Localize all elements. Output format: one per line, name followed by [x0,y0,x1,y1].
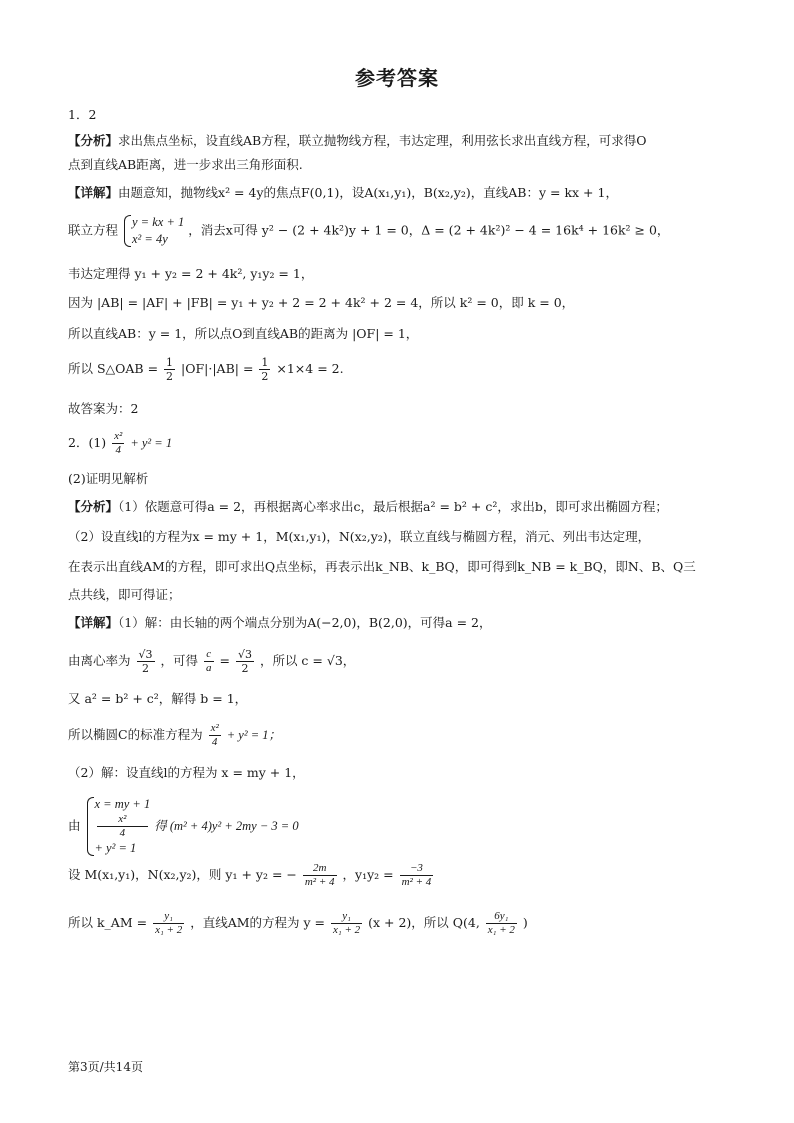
q2-analysis-line-1 [68,498,668,516]
q2-set-mid: ，y₁y₂ = [342,867,394,882]
q1-analysis-text: 求出焦点坐标，设直线AB方程，联立抛物线方程，韦达定理，利用弦长求出直线方程，可求得O [118,133,647,148]
q2-analysis-line-3: 在表示出直线AM的方程，即可求出Q点坐标，再表示出k_NB、k_BQ，即可得到k_NB = k_BQ，即N、B、Q三 [68,559,696,574]
am-slope-fraction: $\frac{\text{y₁}}{\text{x₁ + 2}}$ [332,910,361,936]
analysis-tag: 【分析】 [68,499,119,514]
q2-detail-line-2: （2）解：设直线l的方程为 x = my + 1， [68,765,305,780]
q2-heading-suffix: + y² = 1 [130,436,173,450]
q1-detail-line-1 [68,184,618,202]
half-fraction-2: $\frac{1}{2}$ [261,356,269,383]
q2-equation-system [85,796,151,857]
q1-system-suffix: ，消去x可得 y² − (2 + 4k²)y + 1 = 0，Δ = (2 + 4k²)² − 4 = 16k⁴ + 16k² ≥ 0， [188,222,670,238]
q2-kam-prefix: 所以 k_AM = [68,915,148,930]
ellipse-fraction: $\frac{\text{x²}}{4}$ [114,430,123,456]
page-title: 参考答案 [355,66,439,90]
q2-kam-mid2: (x + 2)，所以 Q(4, [368,915,480,930]
q2-system-prefix: 由 [68,818,81,833]
q1-system-prefix: 联立方程 [68,222,119,238]
q1-area-mid: |OF|·|AB| = [181,361,258,376]
q2-part2-answer: (2)证明见解析 [68,471,149,486]
q1-distance-line: 所以直线AB：y = 1，所以点O到直线AB的距离为 |OF| = 1， [68,326,419,341]
analysis-tag: 【分析】 [68,133,119,148]
q2-analysis-text-1: （1）依题意可得a = 2，再根据离心率求出c，最后根据a² = b² + c²，求出b，即可求出椭圆方程； [118,499,668,514]
q2-vieta-line [68,862,435,889]
q2-system-result: 得 (m² + 4)y² + 2my − 3 = 0 [154,819,299,833]
page-footer: 第3页/共14页 [68,1060,143,1074]
q2-b-line: 又 a² = b² + c²，解得 b = 1， [68,691,248,706]
q2-heading-prefix: 2．(1) [68,435,107,450]
c-over-a-fraction: $\frac{c}{a}$ [206,648,212,674]
q2-kam-line [68,910,528,937]
q1-equation-system [122,214,184,248]
q2-set-prefix: 设 M(x₁,y₁)，N(x₂,y₂)，则 y₁ + y₂ = − [68,867,297,882]
detail-tag: 【详解】 [68,185,119,200]
q2-eccentricity-line: 由离心率为 $\frac{√3}{2}$ ，可得 $\frac{c}{a}$ = $\frac{√3}{2}$ ，所以 c = √3， [68,648,356,675]
q2-q-close: ) [522,915,528,930]
q1-area-suffix: ×1×4 = 2. [276,361,344,376]
q1-system-eq-2: x² = 4y [132,232,168,246]
q2-system-eq-1: x = my + 1 [94,797,151,811]
ecc-fraction: $\frac{√3}{2}$ [138,648,153,675]
q1-answer: 故答案为：2 [68,401,139,416]
kam-fraction: $\frac{\text{y₁}}{\text{x₁ + 2}}$ [155,910,183,936]
q2-std-prefix: 所以椭圆C的标准方程为 [68,727,203,742]
q2-ecc-mid: ，可得 [160,653,199,668]
q1-system-eq-1: y = kx + 1 [132,215,185,229]
q1-detail-text: 由题意知，抛物线x² = 4y的焦点F(0,1)，设A(x₁,y₁)，B(x₂,y₂)，直线AB：y = kx + 1， [118,185,618,200]
q2-standard-eq-line [68,722,281,749]
ellipse-fraction-2: $\frac{\text{x²}}{4}$ [210,722,219,748]
half-fraction: $\frac{1}{2}$ [166,356,174,383]
q2-analysis-line-2: （2）设直线l的方程为x = my + 1，M(x₁,y₁)，N(x₂,y₂)，联立直线与椭圆方程，消元、列出韦达定理， [68,529,651,544]
q-y-fraction: $\frac{\text{6y₁}}{\text{x₁ + 2}}$ [487,910,515,936]
q2-ecc-suffix: ，所以 c = √3， [259,653,356,668]
q2-ecc-prefix: 由离心率为 [68,653,131,668]
ecc-fraction-2: $\frac{√3}{2}$ [237,648,252,675]
q2-heading [68,430,172,457]
q1-analysis-line-2: 点到直线AB距离，进一步求出三角形面积. [68,157,303,172]
detail-tag: 【详解】 [68,615,119,630]
q1-system-line [68,214,669,248]
q1-ab-line: 因为 |AB| = |AF| + |FB| = y₁ + y₂ + 2 = 2 + 4k² + 2 = 4，所以 k² = 0，即 k = 0， [68,295,575,310]
q2-system-line [68,796,299,857]
q2-std-suffix: + y² = 1； [226,728,282,742]
q2-detail-line-1 [68,614,492,632]
q2-kam-mid: ，直线AM的方程为 y = [190,915,325,930]
q1-analysis-line-1 [68,132,646,150]
q1-heading: 1．2 [68,107,97,122]
q2-system-eq-2: x² 4 + y² = 1 [95,813,151,857]
sum-fraction: $\frac{2m}{\text{m² + 4}}$ [304,862,335,888]
q1-area-prefix: 所以 S△OAB = [68,361,163,376]
q1-area-line [68,356,344,383]
q1-vieta-line: 韦达定理得 y₁ + y₂ = 2 + 4k², y₁y₂ = 1， [68,266,314,281]
product-fraction: $\frac{-3}{\text{m² + 4}}$ [401,862,432,888]
q2-analysis-line-4: 点共线，即可得证； [68,587,181,602]
q2-detail-text-1: （1）解：由长轴的两个端点分别为A(−2,0)，B(2,0)，可得a = 2， [118,615,492,630]
